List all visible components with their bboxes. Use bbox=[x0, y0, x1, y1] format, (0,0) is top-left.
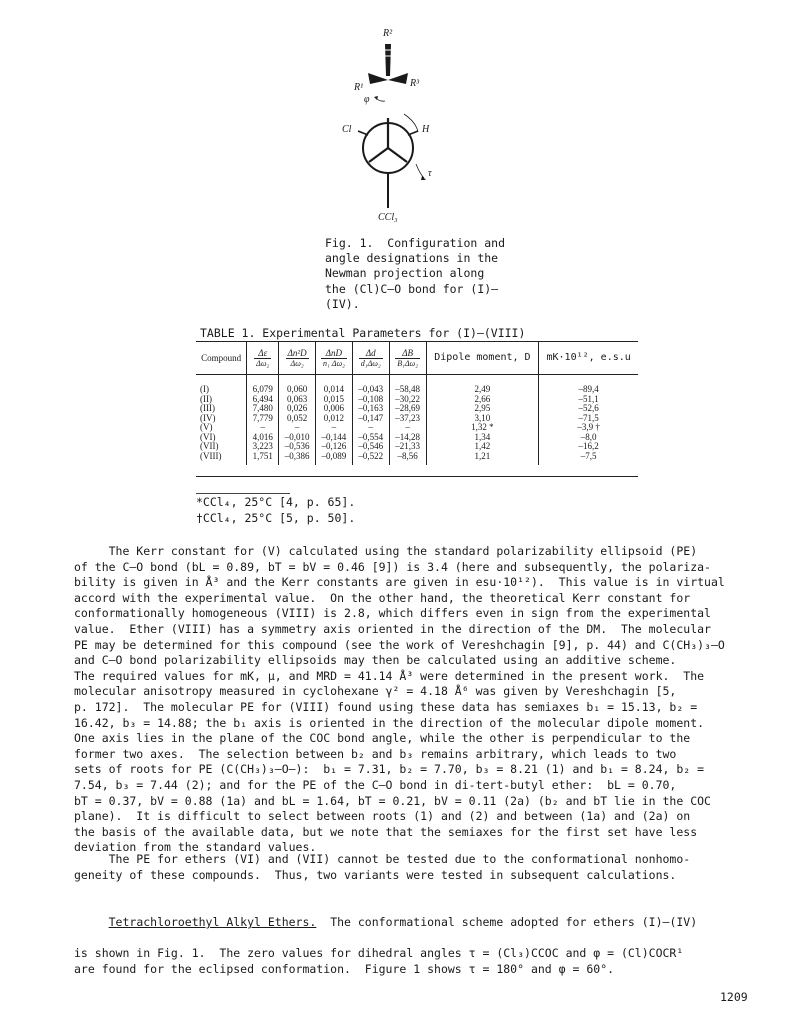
cell-dipole: 1,42 bbox=[426, 442, 539, 452]
experimental-parameters-table bbox=[196, 342, 638, 465]
cell-mk: –89,4 bbox=[578, 384, 599, 394]
figure-caption: Fig. 1. Configuration and angle designations in the Newman projection along the (Cl)C–O bond for (I)– (IV). bbox=[325, 236, 506, 311]
table-row bbox=[196, 375, 638, 395]
cell-dnd: –0,144 bbox=[316, 433, 353, 443]
header-mk: mK·10¹², e.s.u bbox=[539, 342, 638, 375]
cell-dd: –0,546 bbox=[352, 442, 389, 452]
cell-de: – bbox=[247, 423, 279, 433]
cell-dnd: 0,012 bbox=[316, 414, 353, 424]
cell-mk: –7,5 bbox=[580, 450, 597, 461]
cell-de: 1,751 bbox=[247, 452, 279, 466]
cell-mk: –8,0 bbox=[580, 431, 597, 442]
cell-dn2: 0,052 bbox=[279, 414, 316, 424]
footnote-1: *CCl₄, 25°C [4, p. 65]. bbox=[196, 495, 356, 509]
cell-de: 6,079 bbox=[247, 375, 279, 395]
label-cl: Cl bbox=[342, 124, 352, 135]
cell-dd: –0,522 bbox=[352, 452, 389, 466]
cell-dn2: – bbox=[279, 423, 316, 433]
cell-compound: (II) bbox=[196, 395, 247, 405]
paragraph-line: conformationally homogeneous (VIII) is 2.8, which differs even in sign from the experimental bbox=[74, 606, 711, 621]
header-dn2: $\frac{\text{Δn²D}}{\text{Δω₂}}$ bbox=[279, 342, 316, 375]
paragraph-line: The Kerr constant for (V) calculated using the standard polarizability ellipsoid (PE) bbox=[74, 544, 698, 558]
label-h: H bbox=[422, 124, 430, 135]
cell-mk: –3,9 † bbox=[577, 422, 600, 432]
cell-dipole: 3,10 bbox=[426, 414, 539, 424]
paragraph-line: of the C–O bond (bL = 0.89, bT = bV = 0.46 [9]) is 3.4 (here and subsequently, the polariza- bbox=[74, 559, 711, 574]
paragraph-line: geneity of these compounds. Thus, two variants were tested in subsequent calculations. bbox=[74, 867, 677, 882]
header-dd: $\frac{\Delta d}{\text{d₁Δω₂}}$ bbox=[352, 342, 389, 375]
cell-de: 3,223 bbox=[247, 442, 279, 452]
cell-dnd: – bbox=[316, 423, 353, 433]
cell-dd: –0,147 bbox=[352, 414, 389, 424]
cell-de: 7,480 bbox=[247, 404, 279, 414]
section-heading: Tetrachloroethyl Alkyl Ethers. bbox=[108, 915, 317, 930]
footnote-2: †CCl₄, 25°C [5, p. 50]. bbox=[196, 511, 356, 525]
cell-compound: (VIII) bbox=[196, 452, 247, 466]
paragraph-line: accord with the experimental value. On the other hand, the theoretical Kerr constant for bbox=[74, 590, 691, 605]
paragraph-line: PE may be determined for this compound (see the work of Vereshchagin [9], p. 44) and C(CH₃)₃–O bbox=[74, 637, 725, 652]
label-phi: φ bbox=[364, 94, 370, 105]
paragraph-line: bility is given in Å³ and the Kerr constants are given in esu·10¹²). This value is in virtual bbox=[74, 575, 725, 590]
table-bottom-rule bbox=[196, 476, 638, 477]
paragraph-line: plane). It is difficult to select between roots (1) and (2) and between (1a) and (2a) on bbox=[74, 809, 691, 824]
label-r1: R¹ bbox=[354, 82, 364, 93]
cell-mk: –16,2 bbox=[578, 441, 599, 451]
table-footnotes bbox=[196, 494, 396, 526]
cell-mk: –52,6 bbox=[578, 403, 599, 413]
paragraph-line: The PE for ethers (VI) and (VII) cannot be tested due to the conformational nonhomo- bbox=[74, 852, 691, 866]
table-title: TABLE 1. Experimental Parameters for (I)–(VIII) bbox=[200, 326, 526, 340]
cell-dnd: 0,014 bbox=[316, 375, 353, 395]
cell-dd: –0,554 bbox=[352, 433, 389, 443]
paragraph-pe-ethers bbox=[74, 852, 734, 883]
header-db: $\frac{\Delta B}{\text{B₁Δω₂}}$ bbox=[389, 342, 426, 375]
cell-dipole: 2,95 bbox=[426, 404, 539, 414]
header-dipole: Dipole moment, D bbox=[426, 342, 539, 375]
cell-db: –28,69 bbox=[389, 404, 426, 414]
paragraph-line: are found for the eclipsed conformation. Figure 1 shows τ = 180° and φ = 60°. bbox=[74, 961, 615, 976]
cell-mk: –51,1 bbox=[578, 393, 599, 404]
cell-compound: (VI) bbox=[196, 433, 247, 443]
cell-db: –30,22 bbox=[389, 395, 426, 405]
table-body bbox=[196, 375, 638, 466]
cell-dipole: 1,34 bbox=[426, 433, 539, 443]
label-ccl3: CCl₃ bbox=[378, 212, 398, 223]
paragraph-line: former two axes. The selection between b₂ and b₃ remains arbitrary, which leads to two bbox=[74, 746, 677, 761]
cell-dn2: –0,010 bbox=[279, 433, 316, 443]
cell-compound: (I) bbox=[196, 375, 247, 395]
label-r2: R² bbox=[383, 28, 393, 39]
label-r3: R³ bbox=[410, 78, 420, 89]
cell-dn2: –0,536 bbox=[279, 442, 316, 452]
paragraph-line: sets of roots for PE (C(CH₃)₃–O–): b₁ = 7.31, b₂ = 7.70, b₃ = 8.21 (1) and b₁ = 8.24, b₂ = bbox=[74, 762, 705, 777]
cell-dd: –0,043 bbox=[352, 375, 389, 395]
cell-db: – bbox=[389, 423, 426, 433]
cell-mk: –71,5 bbox=[578, 412, 599, 423]
cell-dnd: –0,089 bbox=[316, 452, 353, 466]
header-dnd: $\frac{\text{ΔnD}}{\text{n₁ Δω₂}}$ bbox=[316, 342, 353, 375]
cell-dipole: 1,21 bbox=[426, 452, 539, 466]
cell-dn2: 0,063 bbox=[279, 395, 316, 405]
cell-dd: –0,108 bbox=[352, 395, 389, 405]
cell-dnd: 0,006 bbox=[316, 404, 353, 414]
header-de: $\frac{\Delta\varepsilon}{\text{Δω₂}}$ bbox=[247, 342, 279, 375]
paragraph-line: deviation from the standard values. bbox=[74, 840, 317, 855]
paragraph-tetrachloroethyl bbox=[74, 884, 734, 978]
paragraph-line: p. 172]. The molecular PE for (VIII) found using these data has semiaxes b₁ = 15.13, b₂ = bbox=[74, 699, 698, 714]
cell-dn2: –0,386 bbox=[279, 452, 316, 466]
cell-compound: (V) bbox=[196, 423, 247, 433]
cell-compound: (VII) bbox=[196, 442, 247, 452]
cell-compound: (IV) bbox=[196, 414, 247, 424]
paragraph-line: bT = 0.37, bV = 0.88 (1a) and bL = 1.64, bT = 0.21, bV = 0.11 (2a) (b₂ and bT lie in the COC bbox=[74, 793, 711, 808]
cell-dn2: 0,060 bbox=[279, 375, 316, 395]
newman-projection-figure bbox=[328, 28, 448, 228]
cell-dipole: 1,32 * bbox=[426, 423, 539, 433]
page-number: 1209 bbox=[720, 990, 748, 1004]
table-header-row bbox=[196, 342, 638, 375]
cell-db: –8,56 bbox=[389, 452, 426, 466]
paragraph-line: the basis of the available data, but we note that the semiaxes for the first set have less bbox=[74, 824, 698, 839]
cell-db: –21,33 bbox=[389, 442, 426, 452]
cell-dd: –0,163 bbox=[352, 404, 389, 414]
paragraph-line: molecular anisotropy measured in cyclohexane γ² = 4.18 Å⁶ was given by Vereshchagin [5, bbox=[74, 684, 677, 699]
cell-dn2: 0,026 bbox=[279, 404, 316, 414]
paragraph-line: One axis lies in the plane of the COC bond angle, while the other is perpendicular to the bbox=[74, 731, 691, 746]
table-row bbox=[196, 452, 638, 466]
label-tau: τ bbox=[428, 168, 432, 179]
paragraph-line: 16.42, b₃ = 14.88; the b₁ axis is oriented in the direction of the molecular dipole moment. bbox=[74, 715, 705, 730]
cell-db: –14,28 bbox=[389, 433, 426, 443]
cell-de: 7,779 bbox=[247, 414, 279, 424]
header-compound: Compound bbox=[196, 342, 247, 375]
cell-db: –37,23 bbox=[389, 414, 426, 424]
cell-dipole: 2,66 bbox=[426, 395, 539, 405]
paragraph-line: value. Ether (VIII) has a symmetry axis oriented in the direction of the DM. The molecular bbox=[74, 621, 711, 636]
cell-db: –58,48 bbox=[389, 375, 426, 395]
cell-dd: – bbox=[352, 423, 389, 433]
cell-dipole: 2,49 bbox=[426, 375, 539, 395]
paragraph-line: The required values for mK, μ, and MRD = 41.14 Å³ were determined in the present work. The bbox=[74, 668, 705, 683]
cell-de: 6,494 bbox=[247, 395, 279, 405]
cell-dnd: 0,015 bbox=[316, 395, 353, 405]
paragraph-line: and C–O bond polarizability ellipsoids may then be calculated using an additive scheme. bbox=[74, 653, 677, 668]
paragraph-line: Tetrachloroethyl Alkyl Ethers. The conformational scheme adopted for ethers (I)–(IV) bbox=[108, 915, 698, 930]
paragraph-line: is shown in Fig. 1. The zero values for dihedral angles τ = (Cl₃)CCOC and φ = (Cl)COCR¹ bbox=[74, 946, 684, 961]
cell-de: 4,016 bbox=[247, 433, 279, 443]
paragraph-kerr-constant bbox=[74, 544, 734, 856]
cell-compound: (III) bbox=[196, 404, 247, 414]
paragraph-line: 7.54, b₃ = 7.44 (2); and for the PE of the C–O bond in di-tert-butyl ether: bL = 0.70, bbox=[74, 777, 677, 792]
cell-dnd: –0,126 bbox=[316, 442, 353, 452]
